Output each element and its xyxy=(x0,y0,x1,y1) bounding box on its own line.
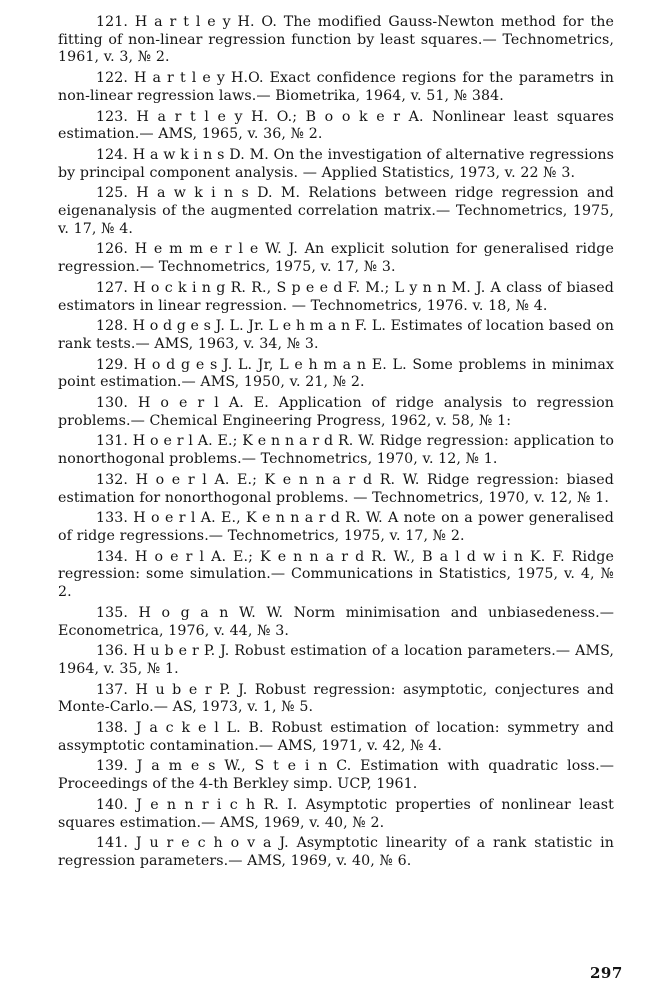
reference-entry xyxy=(58,720,614,755)
reference-number: 125. xyxy=(96,185,128,202)
reference-entry xyxy=(58,682,614,717)
reference-entry xyxy=(58,241,614,276)
reference-text: H a r t l e y H. O. The modified Gauss-Newton method for the fitting of non-linear regression function by least squares.— Technometrics, 1961, v. 3, № 2. xyxy=(58,14,614,66)
reference-entry xyxy=(58,280,614,315)
reference-number: 139. xyxy=(96,758,128,775)
reference-number: 141. xyxy=(96,835,128,852)
reference-entry xyxy=(58,472,614,507)
reference-entry xyxy=(58,835,614,870)
reference-entry xyxy=(58,433,614,468)
reference-text: H o e r l A. E. Application of ridge analysis to regression problems.— Chemical Engineering Progress, 1962, v. 58, № 1: xyxy=(58,395,614,429)
reference-entry xyxy=(58,318,614,353)
reference-text: H o c k i n g R. R., S p e e d F. M.; L y n n M. J. A class of biased estimators in linear regression. — Technometrics, 1976. v. 18, № 4. xyxy=(58,279,614,314)
reference-text: H o e r l A. E.; K e n n a r d R. W. Ridge regression: application to nonorthogonal problems.— Technometrics, 1970, v. 12, № 1. xyxy=(58,433,614,468)
reference-number: 133. xyxy=(96,510,128,527)
reference-number: 134. xyxy=(96,548,128,565)
reference-text: J u r e c h o v a J. Asymptotic linearity of a rank statistic in regression parameters.— AMS, 1969, v. 40, № 6. xyxy=(58,835,614,869)
reference-text: H a w k i n s D. M. Relations between ridge regression and eigenanalysis of the augmented correlation matrix.— Technometrics, 1975, v. 17, № 4. xyxy=(58,185,614,237)
reference-number: 132. xyxy=(96,471,128,488)
reference-entry xyxy=(58,70,614,105)
reference-text: J a m e s W., S t e i n C. Estimation with quadratic loss.— Proceedings of the 4-th Berkley simp. UCP, 1961. xyxy=(58,758,614,793)
reference-text: J e n n r i c h R. I. Asymptotic properties of nonlinear least squares estimation.— AMS, 1969, v. 40, № 2. xyxy=(58,796,614,831)
reference-entry xyxy=(58,797,614,832)
reference-number: 131. xyxy=(96,433,128,450)
reference-number: 138. xyxy=(96,720,128,737)
reference-entry xyxy=(58,605,614,640)
reference-number: 130. xyxy=(96,395,128,412)
reference-text: H a r t l e y H. O.; B o o k e r A. Nonlinear least squares estimation.— AMS, 1965, v. 36, № 2. xyxy=(58,108,614,143)
reference-number: 135. xyxy=(96,604,128,621)
reference-number: 126. xyxy=(96,241,128,258)
page-number: 297 xyxy=(590,964,623,982)
reference-entry xyxy=(58,185,614,238)
reference-number: 137. xyxy=(96,681,128,698)
reference-list xyxy=(58,14,614,874)
reference-text: H o d g e s J. L. Jr. L e h m a n F. L. Estimates of location based on rank tests.— AMS, 1963, v. 34, № 3. xyxy=(58,318,614,352)
reference-number: 127. xyxy=(96,279,128,296)
reference-entry xyxy=(58,147,614,182)
reference-text: J a c k e l L. B. Robust estimation of location: symmetry and assymptotic contamination.— AMS, 1971, v. 42, № 4. xyxy=(58,720,614,754)
reference-entry xyxy=(58,758,614,793)
reference-text: H e m m e r l e W. J. An explicit solution for generalised ridge regression.— Technometrics, 1975, v. 17, № 3. xyxy=(58,241,614,276)
reference-entry xyxy=(58,395,614,430)
reference-entry xyxy=(58,14,614,67)
reference-text: H o d g e s J. L. Jr, L e h m a n E. L. Some problems in minimax point estimation.— AMS, 1950, v. 21, № 2. xyxy=(58,356,614,391)
reference-number: 129. xyxy=(96,356,128,373)
reference-text: H o e r l A. E.; K e n n a r d R. W., B a l d w i n K. F. Ridge regression: some simulation.— Communications in Statistics, 1975, v. 4, № 2. xyxy=(58,548,614,601)
reference-text: H u b e r P. J. Robust estimation of a location parameters.— AMS, 1964, v. 35, № 1. xyxy=(58,643,614,677)
reference-text: H o e r l A. E., K e n n a r d R. W. A note on a power generalised of ridge regressions.— Technometrics, 1975, v. 17, № 2. xyxy=(58,510,614,544)
reference-number: 124. xyxy=(96,146,128,163)
reference-entry xyxy=(58,109,614,144)
reference-text: H a r t l e y H.O. Exact confidence regions for the parametrs in non-linear regression laws.— Biometrika, 1964, v. 51, № 384. xyxy=(58,70,614,104)
reference-text: H a w k i n s D. M. On the investigation of alternative regressions by principal component analysis. — Applied Statistics, 1973, v. 22 № 3. xyxy=(58,146,614,181)
reference-text: H u b e r P. J. Robust regression: asymptotic, conjectures and Monte-Carlo.— AS, 1973, v. 1, № 5. xyxy=(58,681,614,716)
reference-number: 122. xyxy=(96,70,128,87)
reference-number: 136. xyxy=(96,643,128,660)
reference-entry xyxy=(58,357,614,392)
reference-entry xyxy=(58,643,614,678)
reference-text: H o e r l A. E.; K e n n a r d R. W. Ridge regression: biased estimation for nonorthogonal problems. — Technometrics, 1970, v. 12, № 1. xyxy=(58,471,614,506)
reference-number: 140. xyxy=(96,796,128,813)
reference-entry xyxy=(58,549,614,602)
reference-number: 121. xyxy=(96,14,128,30)
reference-entry xyxy=(58,510,614,545)
reference-number: 128. xyxy=(96,318,128,335)
reference-text: H o g a n W. W. Norm minimisation and unbiasedeness.— Econometrica, 1976, v. 44, № 3. xyxy=(58,604,614,639)
reference-number: 123. xyxy=(96,108,128,125)
